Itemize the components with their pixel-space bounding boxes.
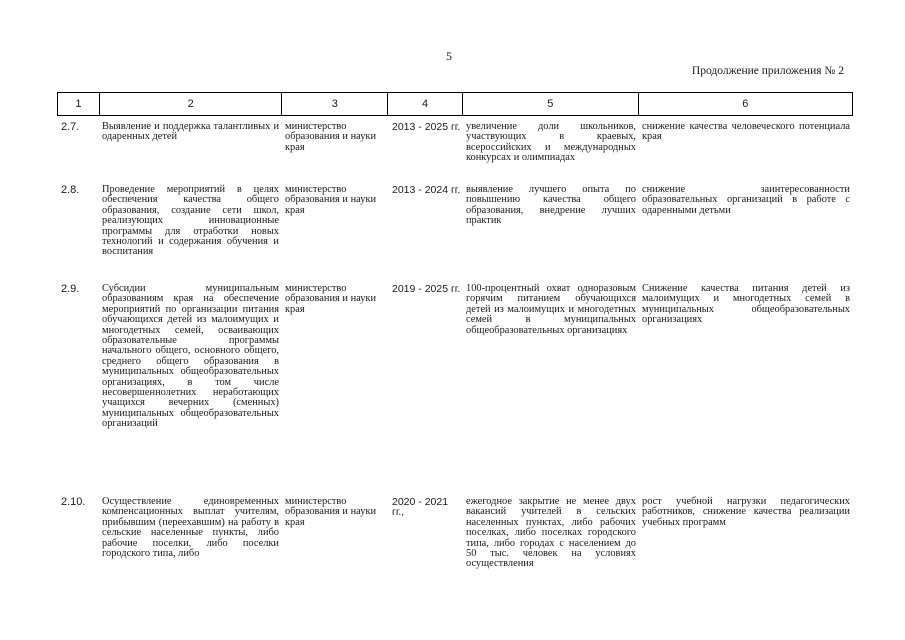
executor-cell: министерство образования и науки края (285, 121, 377, 153)
appendix-caption: Продолжение приложения № 2 (691, 65, 844, 77)
table-row (57, 497, 853, 570)
activity-cell: Проведение мероприятий в целях обеспечения качества общего образования, создание сети школ, реализующих инновационные программы для отработки новых технологий и содержания обучения и воспитания (102, 184, 279, 258)
table-row (57, 185, 853, 258)
result-cell: 100-процентный охват одноразовым горячим питанием обучающихся детей из малоимущих и многодетных семей в муниципальных общеобразовательных организациях (466, 283, 636, 336)
header-col-4: 4 (388, 93, 463, 115)
period-cell: 2013 - 2025 гг. (392, 121, 461, 133)
header-col-6: 6 (742, 98, 749, 110)
header-col-2: 2 (100, 93, 283, 115)
table-header (57, 92, 853, 116)
period-cell: 2013 - 2024 гг. (392, 184, 461, 196)
row-number: 2.8. (61, 184, 80, 196)
page-number: 5 (446, 49, 452, 63)
header-col-5: 5 (463, 93, 639, 115)
activity-cell: Выявление и поддержка талантливых и одаренных детей (102, 121, 279, 143)
row-number: 2.7. (61, 121, 80, 133)
period-cell: 2020 - 2021 гг., (392, 496, 449, 519)
result-cell: ежегодное закрытие не менее двух вакансий учителей в сельских населенных пунктах, либо рабочих поселках, либо поселках городского типа, либо городах с населением до 50 тыс. человек на условиях осуществления (466, 496, 636, 570)
header-col-1: 1 (58, 93, 100, 115)
consequence-cell: Снижение качества питания детей из малоимущих и многодетных семей в муниципальных общеобразовательных организациях (642, 283, 850, 326)
executor-cell: министерство образования и науки края (285, 184, 377, 216)
row-number: 2.10. (61, 496, 86, 508)
result-cell: выявление лучшего опыта по повышению качества общего образования, внедрение лучших практик (466, 184, 636, 227)
activity-cell: Осуществление единовременных компенсационных выплат учителям, прибывшим (переехавшим) на работу в сельские населенные пункты, либо рабочие поселки, либо поселки городского типа, либо (102, 496, 279, 560)
row-number: 2.9. (61, 283, 80, 295)
consequence-cell: рост учебной нагрузки педагогических работников, снижение качества реализации учебных программ (642, 496, 850, 528)
table-row (57, 122, 853, 164)
executor-cell: министерство образования и науки края (285, 283, 377, 315)
table-row (57, 284, 853, 430)
activity-cell: Субсидии муниципальным образованиям края на обеспечение мероприятий по организации питания обучающихся детей из малоимущих и многодетных семей, осваивающих образовательные программы начального общего, основного общего, среднего общего образования в муниципальных общеобразовательных организациях, в том числе несовершеннолетних неработающих учащихся вечерних (сменных) муниципальных общеобразовательных организаций (102, 283, 279, 430)
header-col-3: 3 (282, 93, 388, 115)
consequence-cell: снижение заинтересованности образовательных организаций в работе с одаренными детьми (642, 184, 850, 216)
consequence-cell: снижение качества человеческого потенциала края (642, 121, 850, 143)
result-cell: увеличение доли школьников, участвующих в краевых, всероссийских и международных конкурсах и олимпиадах (466, 121, 636, 164)
period-cell: 2019 - 2025 гг. (392, 283, 461, 295)
executor-cell: министерство образования и науки края (285, 496, 377, 528)
